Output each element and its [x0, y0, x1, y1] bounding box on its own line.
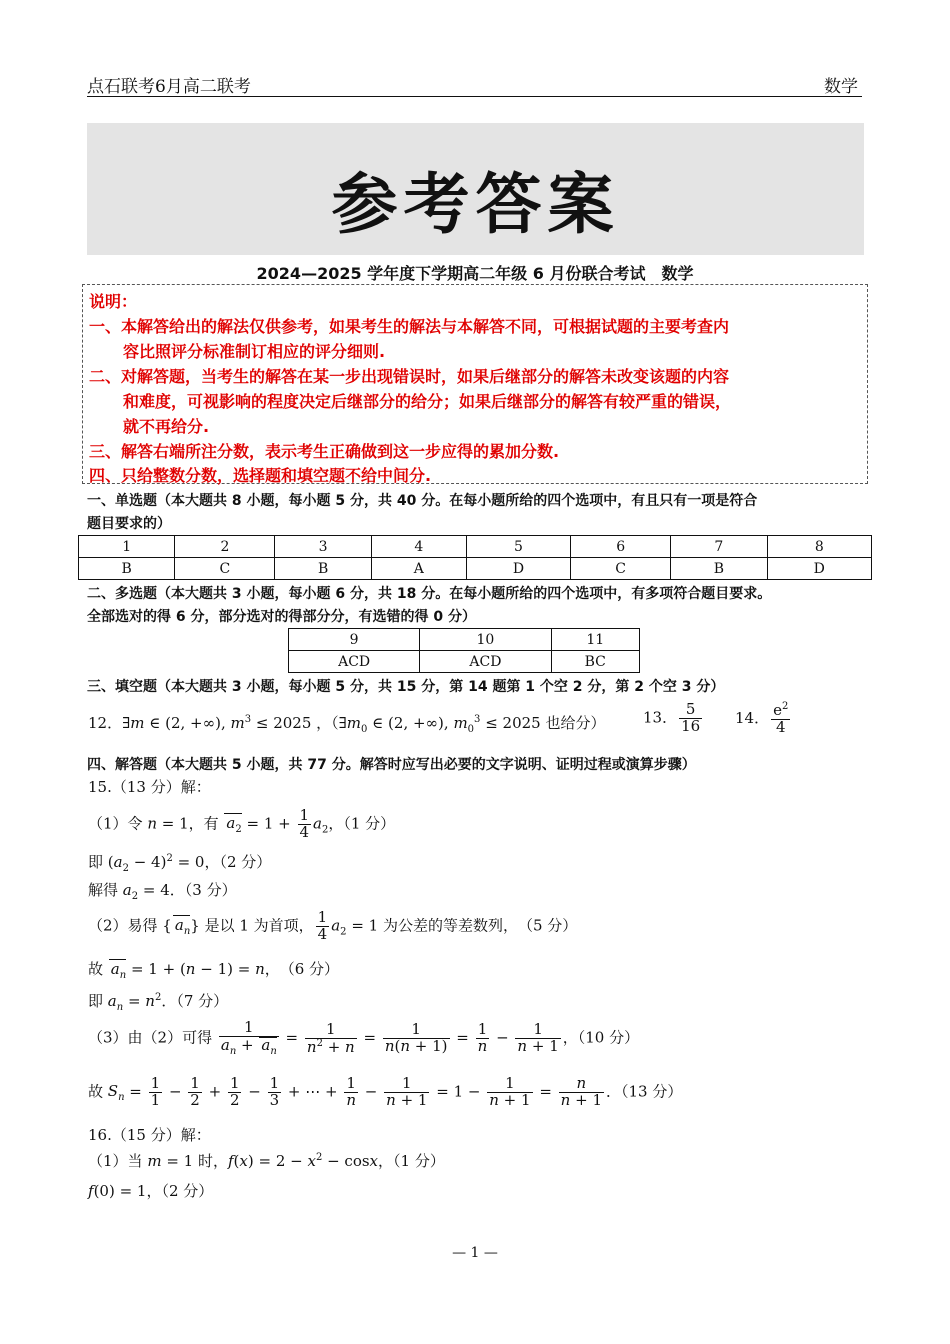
answer-14: 14． $\frac{e^2}{4}$ [735, 701, 789, 736]
q15-step: 即 $a_n = n^2$．（7 分） [88, 992, 229, 1013]
header-rule [87, 96, 862, 97]
q16-step: f(0) = 1，（2 分） [88, 1182, 214, 1200]
table-cell: D [767, 558, 871, 580]
table-cell: BC [551, 651, 639, 673]
answer-13: 13． $\frac{5}{16}$ [643, 700, 701, 735]
table-row [79, 536, 872, 558]
note-line: 容比照评分标准制订相应的评分细则. [123, 342, 386, 361]
q16-heading: 16.（15 分）解： [88, 1126, 211, 1144]
banner-title: 参考答案 [331, 166, 620, 243]
table-cell: B [79, 558, 175, 580]
section1-title: 一、单选题（本大题共 8 小题，每小题 5 分，共 40 分。在每小题所给的四个选项中，有且只有一项是符合 [87, 493, 758, 509]
q16-step: （1）当 m = 1 时，$f(x) = 2 - x^2 - \cos x$，（1 分） [88, 1152, 445, 1170]
table-cell: 4 [371, 536, 466, 558]
q15-step: （1）令 n = 1，有 $a_2 = 1$ + $\frac{1}{4}$ $a_2$，（1 分） [88, 806, 396, 841]
single-choice-table [78, 535, 872, 580]
section1-title-cont: 题目要求的） [87, 516, 171, 532]
title-banner [87, 123, 864, 255]
q15-step: 解得 $a_2 = 4$．（3 分） [88, 881, 237, 902]
table-cell: 1 [79, 536, 175, 558]
table-cell: 6 [571, 536, 671, 558]
table-cell: 11 [551, 629, 639, 651]
notes-box [82, 284, 868, 484]
table-row [79, 558, 872, 580]
note-line: 三、解答右端所注分数，表示考生正确做到这一步应得的累加分数. [89, 442, 560, 461]
note-line: 就不再给分. [123, 417, 210, 436]
multi-choice-table [288, 628, 640, 673]
table-cell: D [466, 558, 570, 580]
note-line: 一、本解答给出的解法仅供参考，如果考生的解法与本解答不同，可根据试题的主要考查内 [89, 317, 730, 336]
table-cell: 5 [466, 536, 570, 558]
table-cell: 10 [420, 629, 551, 651]
section3-title: 三、填空题（本大题共 3 小题，每小题 5 分，共 15 分，第 14 题第 1 个空 2 分，第 2 个空 3 分） [87, 679, 725, 695]
section2-title: 二、多选题（本大题共 3 小题，每小题 6 分，共 18 分。在每小题所给的四个选项中，有多项符合题目要求。 [87, 586, 772, 602]
q15-step: 故 $a_n = 1 + (n - 1) = n$， （6 分） [88, 960, 340, 981]
section4-title: 四、解答题（本大题共 5 小题，共 77 分。解答时应写出必要的文字说明、证明过程或演算步骤） [87, 757, 696, 773]
table-cell: 8 [767, 536, 871, 558]
answer-12: 12．∃m ∈ (2, +∞), $m^3 \le 2025$ ，（$\exists m_0$ ∈ (2, +∞), $m_0^3 \le 2025$ 也给分） [88, 714, 606, 735]
table-cell: C [571, 558, 671, 580]
table-cell: B [275, 558, 371, 580]
table-cell: C [175, 558, 275, 580]
table-cell: A [371, 558, 466, 580]
exam-subtitle: 2024—2025 学年度下学期高二年级 6 月份联合考试 数学 [256, 264, 694, 283]
header-left: 点石联考6月高二联考 [87, 77, 251, 97]
table-cell: ACD [420, 651, 551, 673]
note-line: 和难度，可视影响的程度决定后继部分的给分；如果后继部分的解答有较严重的错误， [123, 392, 732, 411]
q15-step: （3）由（2）可得 $\frac{1}{a_n + a_n}$ = $\frac{1}{n^2 + n}$ = $\frac{1}{n(n + 1)}$ = $\frac{1}{n}$ − $\frac{1}{n + 1}$ ，（10 分） [88, 1018, 640, 1057]
q15-step: 即 $(a_2 - 4)^2 = 0$，（2 分） [88, 853, 272, 874]
table-row [289, 651, 640, 673]
header-right: 数学 [824, 77, 858, 97]
q15-heading: 15.（13 分）解： [88, 778, 211, 796]
section2-title-cont: 全部选对的得 6 分，部分选对的得部分分，有选错的得 0 分） [87, 609, 476, 625]
note-line: 四、只给整数分数，选择题和填空题不给中间分. [89, 466, 432, 485]
table-cell: B [671, 558, 767, 580]
note-heading: 说明： [89, 292, 138, 311]
table-cell: ACD [289, 651, 420, 673]
table-row [289, 629, 640, 651]
table-cell: 3 [275, 536, 371, 558]
page-number: — 1 — [452, 1245, 498, 1261]
table-cell: 7 [671, 536, 767, 558]
q15-step: 故 $S_n$ = $\frac{1}{1}$ − $\frac{1}{2}$ + $\frac{1}{2}$ − $\frac{1}{3}$ + ⋯ + $\frac{1}{n}$ − $\frac{1}{n + 1}$ = 1 − $\frac{1}{n + 1}$ = $\frac{n}{n + 1}$ ．（13 分） [88, 1074, 683, 1109]
table-cell: 2 [175, 536, 275, 558]
q15-step: （2）易得 { $a_n$} 是以 1 为首项， $\frac{1}{4}$ $a_2 = 1$ 为公差的等差数列， （5 分） [88, 908, 578, 943]
table-cell: 9 [289, 629, 420, 651]
note-line: 二、对解答题，当考生的解答在某一步出现错误时，如果后继部分的解答未改变该题的内容 [89, 367, 730, 386]
